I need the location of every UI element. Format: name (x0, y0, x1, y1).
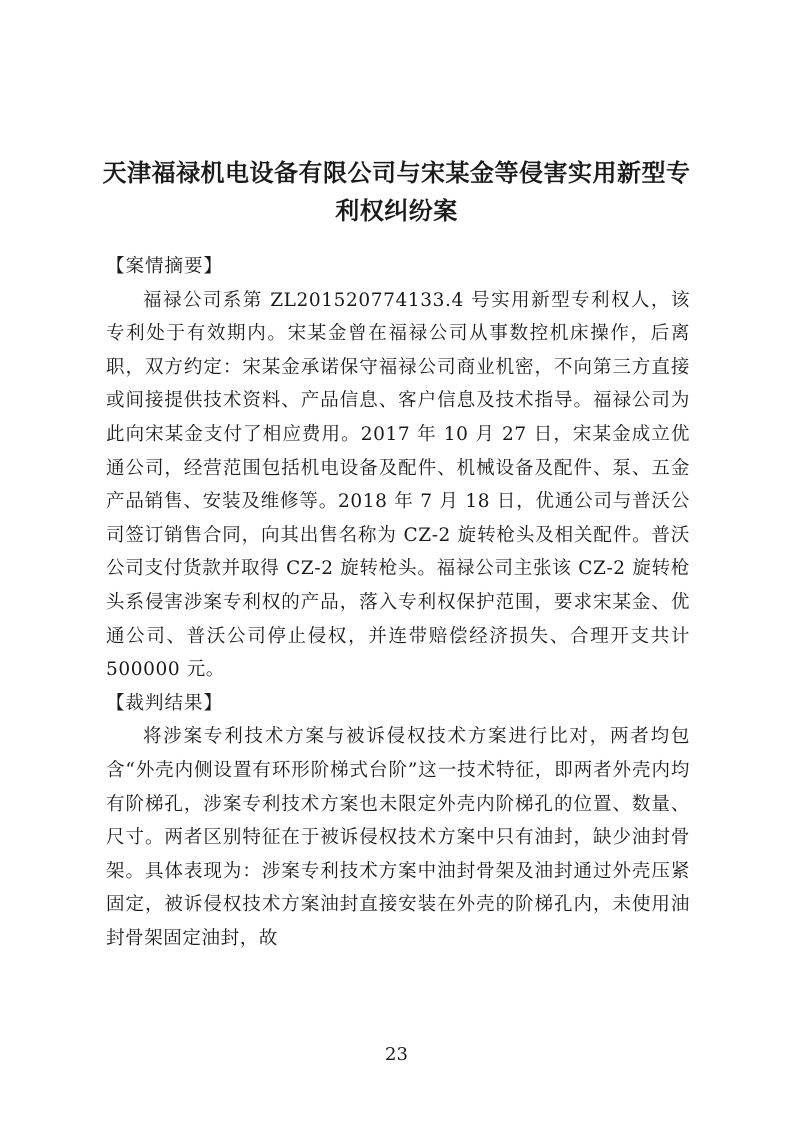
page-number: 23 (385, 1044, 408, 1065)
paragraph-judgment-result: 将涉案专利技术方案与被诉侵权技术方案进行比对，两者均包含“外壳内侧设置有环形阶梯式台阶”这一技术特征，即两者外壳内均有阶梯孔，涉案专利技术方案也未限定外壳内阶梯孔的位置、数量、尺寸。两者区别特征在于被诉侵权技术方案中只有油封，缺少油封骨架。具体表现为：涉案专利技术方案中油封骨架及油封通过外壳压紧固定，被诉侵权技术方案油封直接安装在外壳的阶梯孔内，未使用油封骨架固定油封，故 (106, 726, 690, 949)
paragraph-case-summary: 福禄公司系第 ZL201520774133.4 号实用新型专利权人，该专利处于有效期内。宋某金曾在福禄公司从事数控机床操作，后离职，双方约定：宋某金承诺保守福禄公司商业机密，不向第三方直接或间接提供技术资料、产品信息、客户信息及技术指导。福禄公司为此向宋某金支付了相应费用。2017 年 10 月 27 日，宋某金成立优通公司，经营范围包括机电设备及配件、机械设备及配件、泵、五金产品销售、安装及维修等。2018 年 7 月 18 日，优通公司与普沃公司签订销售合同，向其出售名称为 CZ-2 旋转枪头及相关配件。普沃公司支付货款并取得 CZ-2 旋转枪头。福禄公司主张该 CZ-2 旋转枪头系侵害涉案专利权的产品，落入专利权保护范围，要求宋某金、优通公司、普沃公司停止侵权，并连带赔偿经济损失、合理开支共计 500000 元。 (106, 289, 690, 681)
section-heading-judgment-result: 【裁判结果】 (106, 692, 224, 714)
document-title: 天津福禄机电设备有限公司与宋某金等侵害实用新型专利权纠纷案 (102, 159, 691, 225)
document-body (106, 250, 690, 955)
section-heading-case-summary: 【案情摘要】 (106, 256, 224, 277)
